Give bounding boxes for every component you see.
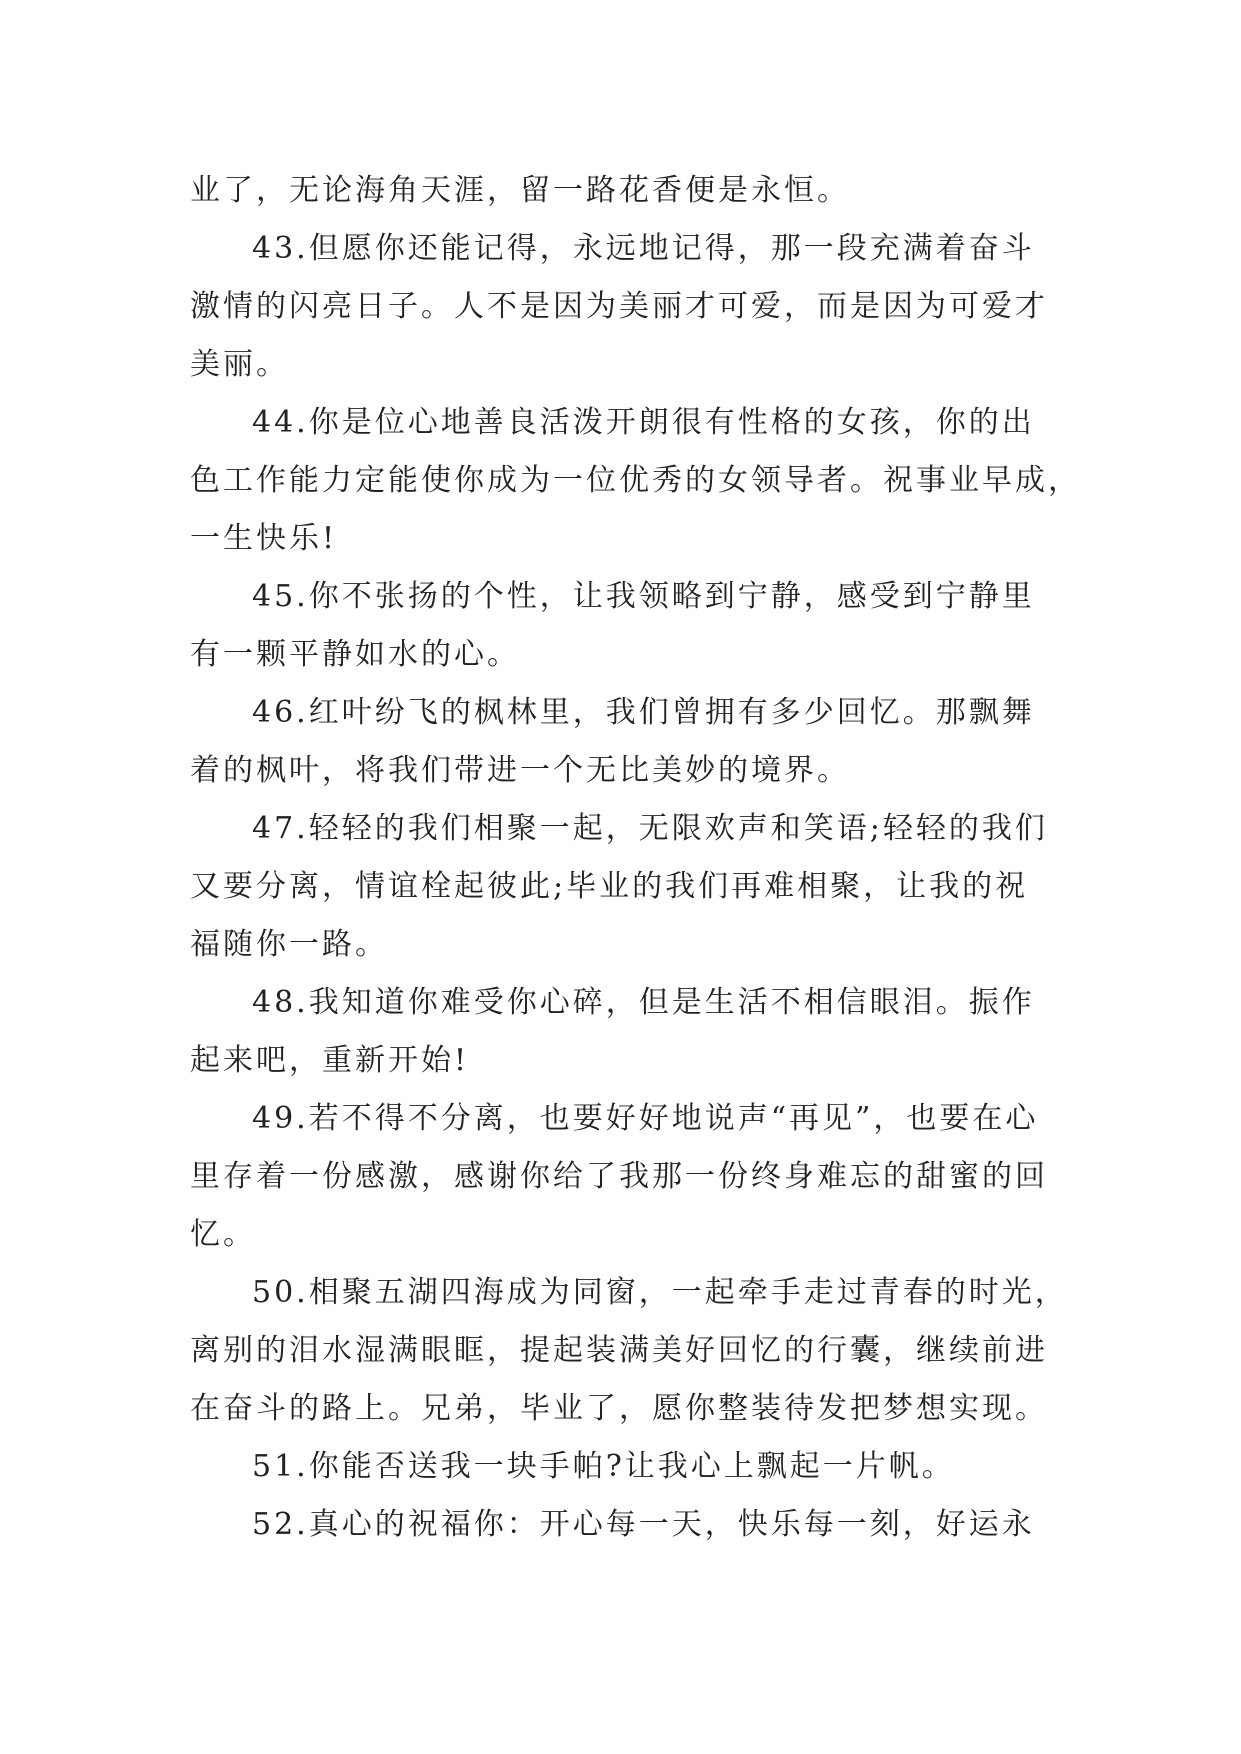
- text-line: 激情的闪亮日子。人不是因为美丽才可爱，而是因为可爱才: [190, 289, 1048, 324]
- text-line: 46.红叶纷飞的枫林里，我们曾拥有多少回忆。那飘舞: [252, 695, 1035, 730]
- text-line: 43.但愿你还能记得，永远地记得，那一段充满着奋斗: [252, 231, 1035, 266]
- paragraph-46: [190, 684, 1056, 800]
- paragraph-continuation: [190, 162, 1056, 220]
- text-line: 起来吧，重新开始!: [190, 1043, 470, 1078]
- document-body: [190, 162, 1081, 1554]
- text-line: 美丽。: [190, 347, 289, 382]
- text-line: 47.轻轻的我们相聚一起，无限欢声和笑语;轻轻的我们: [252, 811, 1048, 846]
- paragraph-43: [190, 220, 1056, 394]
- paragraph-51: [190, 1438, 1056, 1496]
- text-line: 业了，无论海角天涯，留一路花香便是永恒。: [190, 173, 850, 208]
- paragraph-48: [190, 974, 1056, 1090]
- text-line: 52.真心的祝福你：开心每一天，快乐每一刻，好运永: [252, 1507, 1035, 1542]
- text-line: 50.相聚五湖四海成为同窗，一起牵手走过青春的时光，: [252, 1275, 1068, 1310]
- text-line: 着的枫叶，将我们带进一个无比美妙的境界。: [190, 753, 850, 788]
- text-line: 福随你一路。: [190, 927, 388, 962]
- text-line: 44.你是位心地善良活泼开朗很有性格的女孩，你的出: [252, 405, 1035, 440]
- text-line: 忆。: [190, 1217, 256, 1252]
- paragraph-50: [190, 1264, 1068, 1438]
- text-line: 51.你能否送我一块手帕?让我心上飘起一片帆。: [252, 1449, 955, 1484]
- paragraph-52: [190, 1496, 1056, 1554]
- text-line: 色工作能力定能使你成为一位优秀的女领导者。祝事业早成，: [190, 463, 1081, 498]
- text-line: 又要分离，情谊栓起彼此;毕业的我们再难相聚，让我的祝: [190, 869, 1029, 904]
- paragraph-45: [190, 568, 1056, 684]
- text-line: 里存着一份感激，感谢你给了我那一份终身难忘的甜蜜的回: [190, 1159, 1048, 1194]
- paragraph-47: [190, 800, 1056, 974]
- text-line: 离别的泪水湿满眼眶，提起装满美好回忆的行囊，继续前进: [190, 1333, 1048, 1368]
- text-line: 48.我知道你难受你心碎，但是生活不相信眼泪。振作: [252, 985, 1035, 1020]
- text-line: 一生快乐!: [190, 521, 338, 556]
- text-line: 有一颗平静如水的心。: [190, 637, 520, 672]
- text-line: 在奋斗的路上。兄弟，毕业了，愿你整装待发把梦想实现。: [190, 1391, 1048, 1426]
- text-line: 45.你不张扬的个性，让我领略到宁静，感受到宁静里: [252, 579, 1035, 614]
- paragraph-44: [190, 394, 1081, 568]
- text-line: 49.若不得不分离，也要好好地说声“再见”，也要在心: [252, 1101, 1039, 1136]
- paragraph-49: [190, 1090, 1056, 1264]
